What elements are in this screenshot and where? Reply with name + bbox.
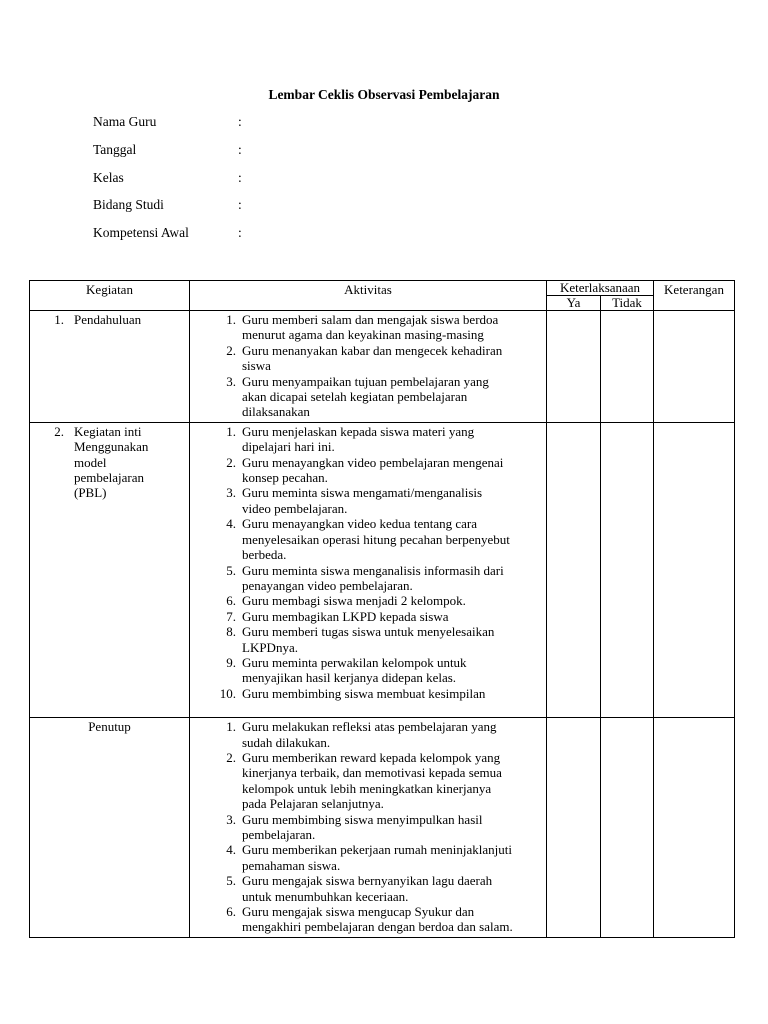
activity-line: Guru mengajak siswa bernyanyikan lagu daerah (242, 873, 493, 889)
activity-line: menyajikan hasil kerjanya didepan kelas. (242, 670, 457, 686)
activity-number: 6. (226, 904, 236, 920)
activity-text (242, 374, 540, 420)
field-kompetensi-awal (93, 225, 258, 253)
keterangan-cell[interactable] (654, 718, 735, 938)
aktivitas-cell (190, 718, 547, 938)
header-aktivitas: Aktivitas (190, 281, 547, 311)
kegiatan-cell (30, 718, 190, 938)
activity-line: Guru memberi tugas siswa untuk menyelesaikan (242, 624, 495, 640)
activity-text (242, 609, 540, 624)
activity-item (190, 719, 540, 750)
activity-text (242, 516, 540, 562)
activity-item (190, 686, 540, 701)
activity-item (190, 812, 540, 843)
activity-text (242, 842, 540, 873)
observation-table (29, 280, 735, 938)
header-tidak: Tidak (601, 296, 654, 311)
field-tanggal (93, 142, 258, 170)
activity-item (190, 624, 540, 655)
activity-line: Guru meminta siswa menganalisis informasih dari (242, 562, 504, 578)
table-row (30, 311, 735, 423)
activity-number: 2. (226, 342, 236, 358)
tidak-checkbox-cell[interactable] (601, 718, 654, 938)
activity-line: Guru membimbing siswa membuat kesimpilan (242, 685, 486, 701)
activity-number: 1. (226, 312, 236, 327)
table-header-row (30, 281, 735, 296)
activity-line: Guru menjelaskan kepada siswa materi yang (242, 423, 475, 439)
tidak-checkbox-cell[interactable] (601, 422, 654, 717)
activity-line: menyelesaikan operasi hitung pecahan berpenyebut (242, 531, 510, 547)
field-label: Kompetensi Awal (93, 225, 189, 241)
activity-line: menurut agama dan keyakinan masing-masing (242, 327, 484, 343)
activity-line: Guru membagikan LKPD kepada siswa (242, 608, 449, 624)
activity-number: 10. (219, 685, 236, 701)
field-colon: : (238, 114, 242, 129)
kegiatan-cell (30, 311, 190, 423)
activity-line: Guru menanyakan kabar dan mengecek kehadiran (242, 342, 503, 358)
activity-line: dipelajari hari ini. (242, 439, 335, 455)
field-bidang-studi (93, 197, 258, 225)
activity-line: konsep pecahan. (242, 470, 328, 486)
field-colon: : (238, 169, 242, 185)
activity-item (190, 904, 540, 935)
activity-text (242, 750, 540, 812)
activity-line: Guru memberikan reward kepada kelompok yang (242, 749, 501, 765)
activity-text (242, 563, 540, 594)
activity-line: siswa (242, 358, 271, 374)
table-row (30, 422, 735, 717)
table-row (30, 718, 735, 938)
activity-number: 4. (226, 516, 236, 532)
activity-line: Guru melakukan refleksi atas pembelajaran yang (242, 719, 497, 735)
activity-line: penayangan video pembelajaran. (242, 577, 413, 593)
activity-item (190, 593, 540, 608)
activity-item (190, 842, 540, 873)
activity-line: Guru memberi salam dan mengajak siswa berdoa (242, 312, 499, 327)
activity-text (242, 424, 540, 455)
tidak-checkbox-cell[interactable] (601, 311, 654, 423)
activity-line: kelompok untuk lebih meningkatkan kinerjanya (242, 780, 492, 796)
activity-item (190, 424, 540, 455)
field-label: Nama Guru (93, 114, 157, 129)
aktivitas-cell (190, 422, 547, 717)
keterangan-cell[interactable] (654, 422, 735, 717)
activity-line: pada Pelajaran selanjutnya. (242, 796, 384, 812)
activity-line: kinerjanya terbaik, dan memotivasi kepada semua (242, 765, 502, 781)
kegiatan-number: 1. (54, 312, 64, 327)
activity-line: akan dicapai setelah kegiatan pembelajaran (242, 389, 468, 405)
activity-number: 7. (226, 608, 236, 624)
kegiatan-line: Kegiatan inti (74, 423, 142, 439)
activity-number: 1. (226, 423, 236, 439)
activity-text (242, 904, 540, 935)
activity-number: 4. (226, 842, 236, 858)
field-label: Kelas (93, 169, 124, 185)
activity-line: Guru menayangkan video pembelajaran mengenai (242, 454, 504, 470)
activity-text (242, 655, 540, 686)
activity-item (190, 516, 540, 562)
document-title: Lembar Ceklis Observasi Pembelajaran (268, 87, 500, 102)
activity-line: Guru meminta perwakilan kelompok untuk (242, 654, 467, 670)
activity-line: video pembelajaran. (242, 500, 348, 516)
activity-item (190, 750, 540, 812)
activity-line: pemahaman siswa. (242, 857, 341, 873)
activity-line: LKPDnya. (242, 639, 298, 655)
activity-text (242, 873, 540, 904)
header-kegiatan: Kegiatan (30, 281, 190, 311)
kegiatan-line: (PBL) (74, 485, 107, 501)
activity-item (190, 374, 540, 420)
activity-number: 6. (226, 593, 236, 609)
activity-item (190, 312, 540, 343)
kegiatan-name: Pendahuluan (74, 312, 142, 327)
field-nama-guru (93, 114, 258, 142)
kegiatan-name: Penutup (88, 719, 131, 735)
aktivitas-cell (190, 311, 547, 423)
header-ya: Ya (547, 296, 601, 311)
kegiatan-line: model (74, 454, 107, 470)
identity-fields (93, 114, 258, 253)
kegiatan-number: 2. (54, 423, 64, 439)
activity-line: Guru menayangkan video kedua tentang cara (242, 516, 477, 532)
activity-line: Guru membimbing siswa menyimpulkan hasil (242, 811, 483, 827)
header-keterlaksanaan: Keterlaksanaan (547, 281, 654, 296)
activity-line: Guru menyampaikan tujuan pembelajaran yang (242, 373, 489, 389)
activity-number: 3. (226, 373, 236, 389)
kegiatan-cell (30, 422, 190, 717)
ya-checkbox-cell[interactable] (547, 422, 601, 717)
activity-item (190, 343, 540, 374)
activity-text (242, 455, 540, 486)
ya-checkbox-cell[interactable] (547, 311, 601, 423)
field-label: Bidang Studi (93, 197, 164, 213)
activity-text (242, 719, 540, 750)
activity-line: Guru meminta siswa mengamati/menganalisis (242, 485, 483, 501)
activity-line: Guru membagi siswa menjadi 2 kelompok. (242, 593, 466, 609)
activity-line: untuk menumbuhkan keceriaan. (242, 888, 409, 904)
activity-number: 2. (226, 749, 236, 765)
activity-item (190, 609, 540, 624)
activity-text (242, 343, 540, 374)
activity-item (190, 485, 540, 516)
activity-line: Guru mengajak siswa mengucap Syukur dan (242, 904, 475, 920)
ya-checkbox-cell[interactable] (547, 718, 601, 938)
activity-text (242, 812, 540, 843)
activity-item (190, 655, 540, 686)
field-colon: : (238, 197, 242, 213)
activity-text (242, 312, 540, 343)
activity-text (242, 624, 540, 655)
activity-line: dilaksanakan (242, 404, 310, 420)
activity-number: 5. (226, 562, 236, 578)
activity-item (190, 563, 540, 594)
activity-number: 5. (226, 873, 236, 889)
activity-line: berbeda. (242, 547, 287, 563)
activity-number: 1. (226, 719, 236, 735)
header-keterangan: Keterangan (654, 281, 735, 311)
field-colon: : (238, 141, 242, 157)
activity-item (190, 455, 540, 486)
activity-number: 9. (226, 654, 236, 670)
activity-text (242, 485, 540, 516)
activity-number: 2. (226, 454, 236, 470)
keterangan-cell[interactable] (654, 311, 735, 423)
activity-line: sudah dilakukan. (242, 734, 331, 750)
activity-text (242, 686, 540, 701)
field-kelas (93, 170, 258, 198)
kegiatan-line: Menggunakan (74, 439, 149, 455)
activity-item (190, 873, 540, 904)
kegiatan-name (70, 424, 185, 501)
activity-number: 3. (226, 811, 236, 827)
field-label: Tanggal (93, 141, 137, 157)
activity-line: Guru memberikan pekerjaan rumah meninjaklanjuti (242, 842, 513, 858)
kegiatan-line: pembelajaran (74, 470, 145, 486)
field-colon: : (238, 225, 242, 241)
activity-number: 8. (226, 624, 236, 640)
activity-line: mengakhiri pembelajaran dengan berdoa dan salam. (242, 919, 513, 935)
activity-line: pembelajaran. (242, 827, 316, 842)
activity-text (242, 593, 540, 608)
activity-number: 3. (226, 485, 236, 501)
